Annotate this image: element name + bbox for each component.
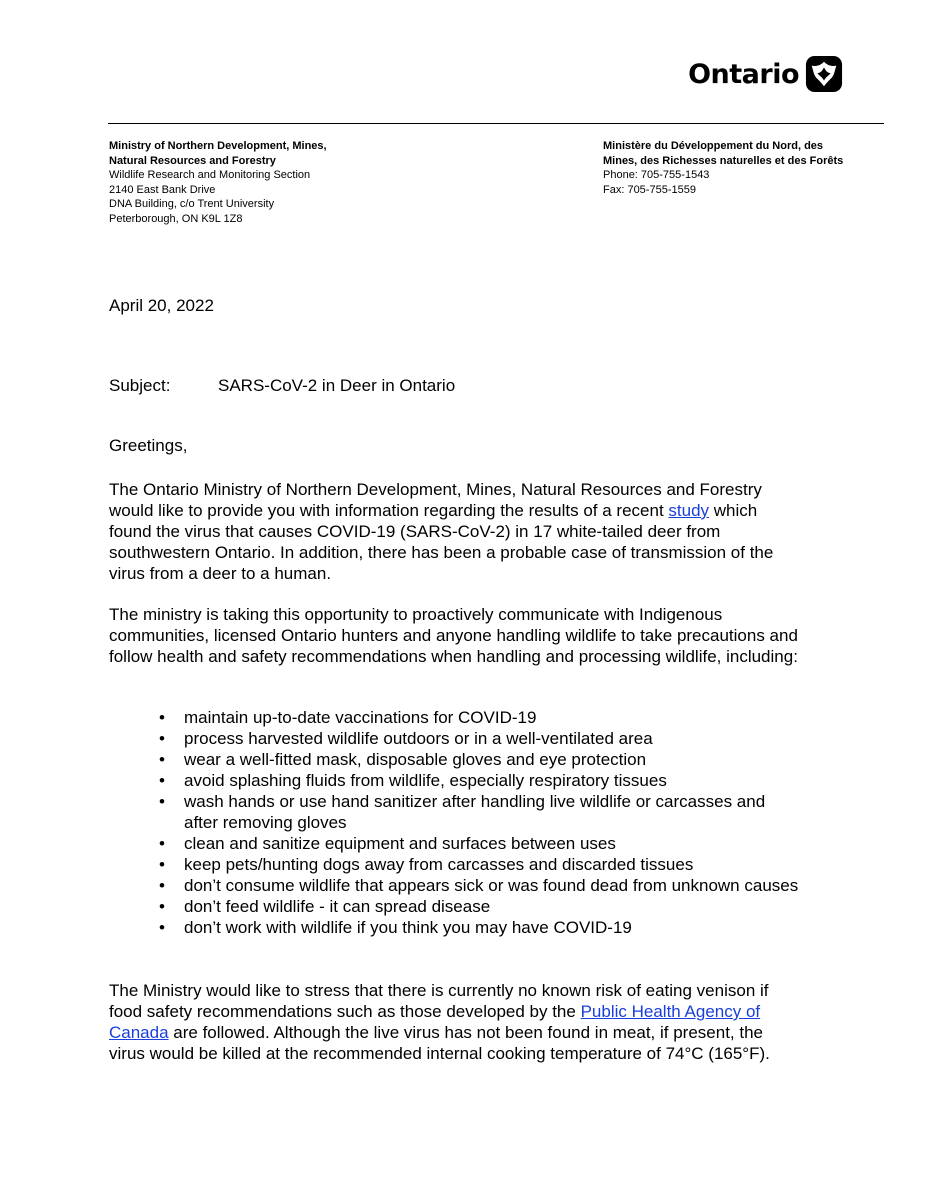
bullet-glyph: • [159,918,165,937]
section-name: Wildlife Research and Monitoring Section [109,169,311,181]
ontario-trillium-icon [805,55,843,93]
intro-text-b: which found the virus that causes COVID-19 (SARS-CoV-2) in 17 white-tailed deer from southwestern Ontario. In addition, there has been a probable case of transmission of the virus from a deer to a human. [109,501,774,583]
ministry-name-fr-line1: Ministère du Développement du Nord, des [603,140,824,152]
street-address: 2140 East Bank Drive [109,183,216,196]
phac-link[interactable]: Public Health Agency of Canada [109,1002,761,1042]
list-item-text: maintain up-to-date vaccinations for COVID-19 [184,708,537,727]
letter-date: April 20, 2022 [109,296,214,315]
ministry-name-fr-line2: Mines, des Richesses naturelles et des Forêts [603,154,844,167]
list-item-text: wash hands or use hand sanitizer after handling live wildlife or carcasses and after removing gloves [184,792,766,832]
precautions-paragraph: The ministry is taking this opportunity to proactively communicate with Indigenous communities, licensed Ontario hunters and anyone handling wildlife to take precautions and follow health and safety recommendations when handling and processing wildlife, including: [109,605,798,666]
intro-text-a: The Ontario Ministry of Northern Development, Mines, Natural Resources and Forestry would like to provide you with information regarding the results of a recent [109,480,762,520]
bullet-glyph: • [159,876,165,895]
bullet-glyph: • [159,897,165,916]
bullet-glyph: • [159,855,165,874]
ministry-address-fr [603,139,843,197]
list-item [159,707,799,728]
ontario-logo [688,55,843,93]
list-item-text: clean and sanitize equipment and surfaces between uses [184,834,616,853]
fax-number: Fax: 705-755-1559 [603,183,696,196]
list-item-text: don’t feed wildlife - it can spread disease [184,897,491,916]
list-item-text: keep pets/hunting dogs away from carcasses and discarded tissues [184,855,694,874]
recommendations-list [159,707,799,938]
list-item [159,749,799,770]
subject-text: SARS-CoV-2 in Deer in Ontario [218,376,456,395]
subject-line [109,376,455,396]
list-item [159,854,799,875]
list-item [159,728,799,749]
list-item-text: don’t consume wildlife that appears sick or was found dead from unknown causes [184,876,799,895]
list-item [159,896,799,917]
list-item-text: don’t work with wildlife if you think you may have COVID-19 [184,918,632,937]
food-safety-text-a: The Ministry would like to stress that there is currently no known risk of eating venison if food safety recommendations such as those developed by the [109,981,769,1021]
list-item [159,770,799,791]
building-address: DNA Building, c/o Trent University [109,198,275,210]
intro-paragraph [109,479,799,584]
bullet-glyph: • [159,708,165,727]
list-item [159,917,799,938]
ministry-name-line1: Ministry of Northern Development, Mines, [109,140,327,152]
food-safety-paragraph [109,980,799,1064]
subject-label: Subject: [109,376,171,395]
study-link[interactable]: study [668,501,710,520]
list-item [159,875,799,896]
list-item-text: avoid splashing fluids from wildlife, especially respiratory tissues [184,771,667,790]
bullet-glyph: • [159,792,165,811]
food-safety-text-b: are followed. Although the live virus has not been found in meat, if present, the virus would be killed at the recommended internal cooking temperature of 74°C (165°F). [109,1023,770,1063]
bullet-glyph: • [159,750,165,769]
logo-wordmark: Ontario [688,58,799,90]
ministry-name-line2: Natural Resources and Forestry [109,154,276,167]
list-item [159,791,799,833]
list-item-text: process harvested wildlife outdoors or in a well-ventilated area [184,729,653,748]
list-item [159,833,799,854]
phone-number: Phone: 705-755-1543 [603,169,710,181]
bullet-glyph: • [159,771,165,790]
ministry-address-en [109,139,327,226]
header-divider [108,123,884,124]
bullet-glyph: • [159,729,165,748]
city-postal: Peterborough, ON K9L 1Z8 [109,212,243,225]
list-item-text: wear a well-fitted mask, disposable gloves and eye protection [184,750,647,769]
greeting: Greetings, [109,436,188,455]
bullet-glyph: • [159,834,165,853]
